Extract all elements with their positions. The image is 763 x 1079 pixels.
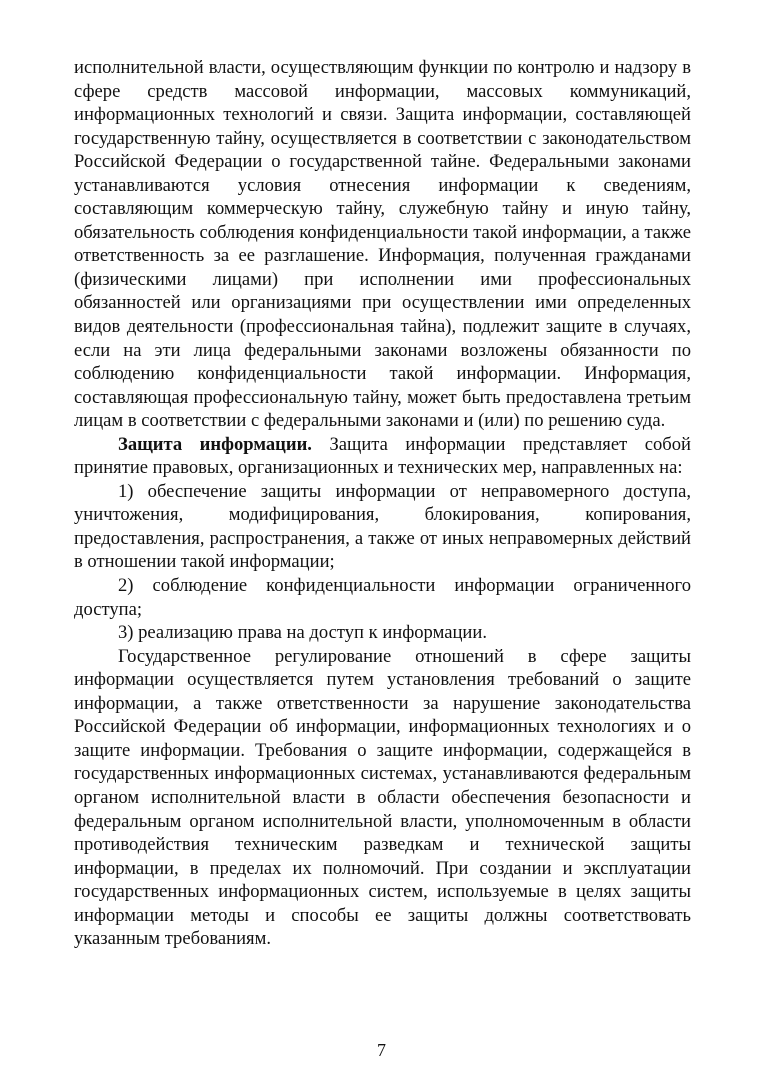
page-number: 7 bbox=[377, 1040, 386, 1060]
list-item-2: 2) соблюдение конфиденциальности информации ограниченного доступа; bbox=[74, 575, 691, 620]
section-heading: Защита информации. bbox=[118, 433, 312, 455]
body-text bbox=[74, 56, 691, 951]
paragraph-data-protection bbox=[74, 433, 691, 480]
list-item-3: 3) реализацию права на доступ к информации. bbox=[118, 622, 487, 644]
paragraph-state-regulation: Государственное регулирование отношений в сфере защиты информации осуществляется путем установления требований о защите информации, а также ответственности за нарушение законодательства Российской Федерации об информации, информационных технологиях и о защите информации. Требования о защите информации, содержащейся в государственных информационных системах, устанавливаются федеральным органом исполнительной власти в области обеспечения безопасности и федеральным органом исполнительной власти, уполномоченным в области противодействия техническим разведкам и технической защиты информации, в пределах их полномочий. При создании и эксплуатации государственных информационных систем, используемые в целях защиты информации методы и способы ее защиты должны соответствовать указанным требованиям. bbox=[74, 645, 691, 950]
list-item-1: 1) обеспечение защиты информации от неправомерного доступа, уничтожения, модифицирования, блокирования, копирования, предоставления, распространения, а также от иных неправомерных действий в отношении такой информации; bbox=[74, 480, 691, 573]
paragraph-continuation: исполнительной власти, осуществляющим функции по контролю и надзору в сфере средств массовой информации, массовых коммуникаций, информационных технологий и связи. Защита информации, составляющей государственную тайну, осуществляется в соответствии с законодательством Российской Федерации о государственной тайне. Федеральными законами устанавливаются условия отнесения информации к сведениям, составляющим коммерческую тайну, служебную тайну и иную тайну, обязательность соблюдения конфиденциальности такой информации, а также ответственность за ее разглашение. Информация, полученная гражданами (физическими лицами) при исполнении ими профессиональных обязанностей или организациями при осуществлении ими определенных видов деятельности (профессиональная тайна), подлежит защите в случаях, если на эти лица федеральными законами возложены обязанности по соблюдению конфиденциальности такой информации. Информация, составляющая профессиональную тайну, может быть предоставлена третьим лицам в соответствии с федеральными законами и (или) по решению суда. bbox=[74, 57, 691, 432]
paragraph-text: Защита информации представляет собой принятие правовых, организационных и технических мер, направленных на: bbox=[74, 433, 691, 479]
